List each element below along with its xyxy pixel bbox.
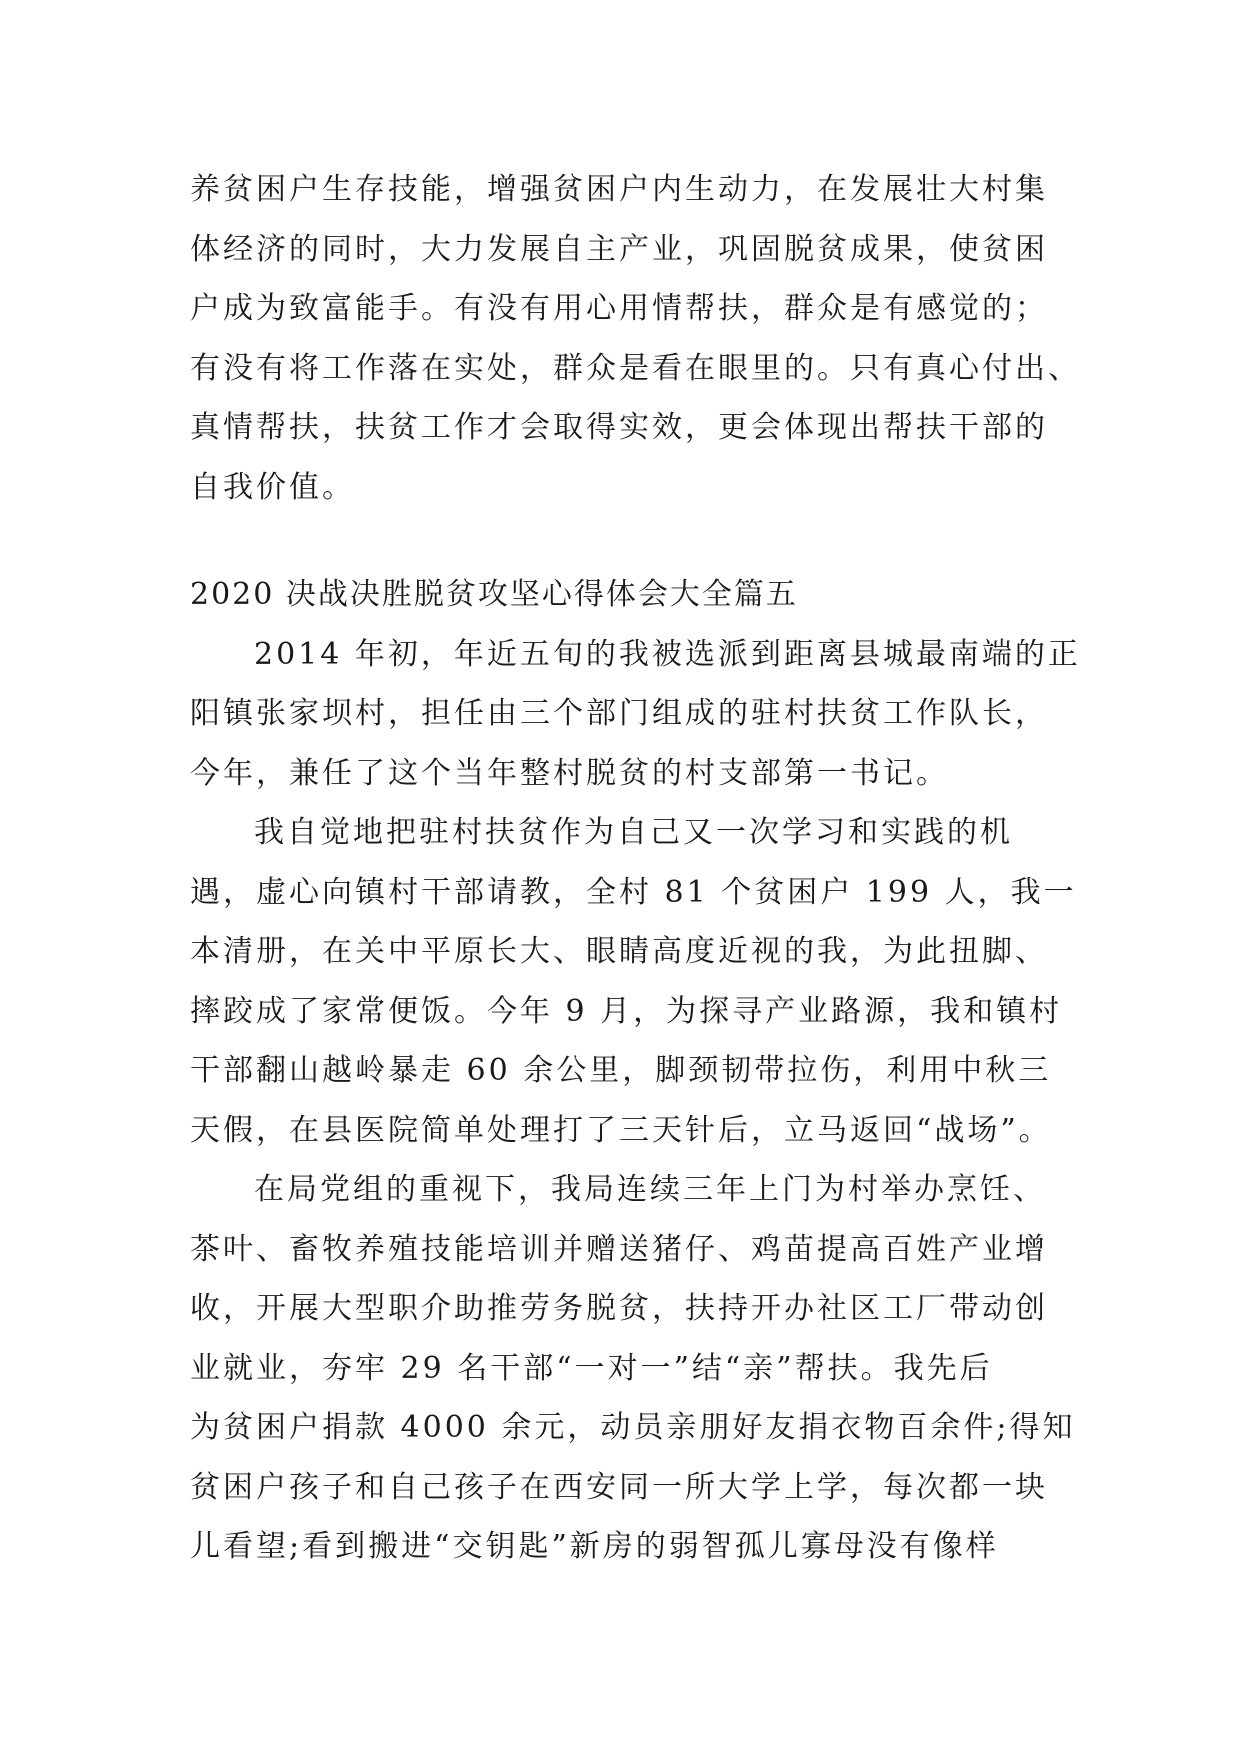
text-line: 本清册，在关中平原长大、眼睛高度近视的我，为此扭脚、	[190, 934, 1048, 969]
paragraph-2	[190, 803, 1077, 1160]
text-line: 我自觉地把驻村扶贫作为自己又一次学习和实践的机	[254, 815, 1013, 850]
text-line: 儿看望;看到搬进“交钥匙”新房的弱智孤儿寡母没有像样	[190, 1529, 999, 1564]
text-line: 有没有将工作落在实处，群众是看在眼里的。只有真心付出、	[190, 350, 1081, 386]
text-line: 体经济的同时，大力发展自主产业，巩固脱贫成果，使贫困	[190, 231, 1048, 267]
text-line: 干部翻山越岭暴走 60 余公里，脚颈韧带拉伤，利用中秋三	[190, 1053, 1052, 1088]
text-line: 遇，虚心向镇村干部请教，全村 81 个贫困户 199 人，我一	[190, 874, 1077, 910]
text-line: 业就业，夯牢 29 名干部“一对一”结“亲”帮扶。我先后	[190, 1350, 993, 1386]
section-five	[190, 565, 1081, 1577]
text-line: 今年，兼任了这个当年整村脱贫的村支部第一书记。	[190, 755, 949, 791]
text-line: 收，开展大型职介助推劳务脱贫，扶持开办社区工厂带动创	[190, 1291, 1048, 1326]
text-line: 自我价值。	[190, 469, 355, 505]
text-line: 户成为致富能手。有没有用心用情帮扶，群众是有感觉的；	[190, 291, 1048, 326]
section-title: 2020 决战决胜脱贫攻坚心得体会大全篇五	[190, 577, 798, 612]
text-line: 真情帮扶，扶贫工作才会取得实效，更会体现出帮扶干部的	[190, 410, 1048, 445]
text-line: 在局党组的重视下，我局连续三年上门为村举办烹饪、	[254, 1172, 1046, 1207]
text-line: 摔跤成了家常便饭。今年 9 月，为探寻产业路源，我和镇村	[190, 993, 1063, 1029]
text-line: 阳镇张家坝村，担任由三个部门组成的驻村扶贫工作队长，	[190, 696, 1048, 731]
paragraph-1	[190, 625, 1081, 804]
text-line: 茶叶、畜牧养殖技能培训并赠送猪仔、鸡苗提高百姓产业增	[190, 1231, 1048, 1267]
continuation-paragraph	[190, 160, 1081, 517]
text-line: 天假，在县医院简单处理打了三天针后，立马返回“战场”。	[190, 1112, 1052, 1148]
text-line: 养贫困户生存技能，增强贫困户内生动力，在发展壮大村集	[190, 172, 1048, 207]
paragraph-3	[190, 1160, 1076, 1577]
text-line: 2014 年初，年近五旬的我被选派到距离县城最南端的正	[254, 636, 1081, 672]
text-line: 为贫困户捐款 4000 余元，动员亲朋好友捐衣物百余件;得知	[190, 1410, 1076, 1445]
text-line: 贫困户孩子和自己孩子在西安同一所大学上学，每次都一块	[190, 1469, 1048, 1505]
